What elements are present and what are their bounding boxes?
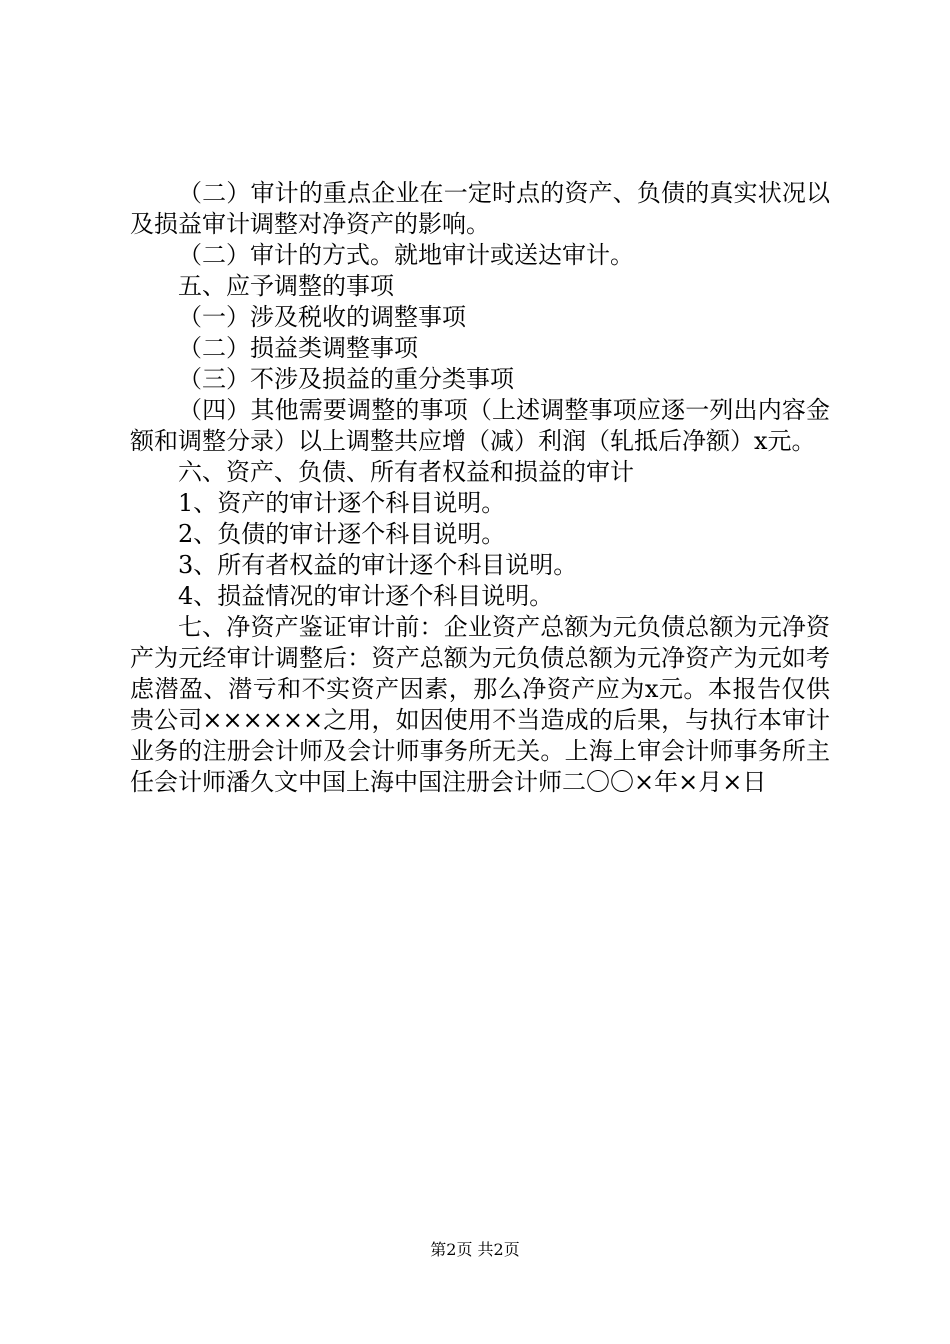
page-number-footer: 第2页 共2页 xyxy=(430,1240,520,1259)
paragraph-other-adjustments: （四）其他需要调整的事项（上述调整事项应逐一列出内容金额和调整分录）以上调整共应增（减）利润（轧抵后净额）x元。 xyxy=(130,396,830,455)
heading-section-5: 五、应予调整的事项 xyxy=(178,272,394,300)
paragraph-audit-focus: （二）审计的重点企业在一定时点的资产、负债的真实状况以及损益审计调整对净资产的影响。 xyxy=(130,179,830,238)
paragraph-pnl-adjustments: （二）损益类调整事项 xyxy=(178,334,418,362)
paragraph-audit-method: （二）审计的方式。就地审计或送达审计。 xyxy=(178,241,634,269)
document-body xyxy=(130,178,830,798)
paragraph-liabilities-audit: 2、负债的审计逐个科目说明。 xyxy=(178,520,506,548)
paragraph-net-assets-conclusion: 七、净资产鉴证审计前：企业资产总额为元负债总额为元净资产为元经审计调整后：资产总额为元负债总额为元净资产为元如考虑潜盈、潜亏和不实资产因素，那么净资产应为x元。本报告仅供贵公司××××××之用，如因使用不当造成的后果，与执行本审计业务的注册会计师及会计师事务所无关。上海上审会计师事务所主任会计师潘久文中国上海中国注册会计师二〇〇×年×月×日 xyxy=(130,613,830,796)
paragraph-tax-adjustments: （一）涉及税收的调整事项 xyxy=(178,303,466,331)
heading-section-6: 六、资产、负债、所有者权益和损益的审计 xyxy=(178,458,634,486)
paragraph-equity-audit: 3、所有者权益的审计逐个科目说明。 xyxy=(178,551,578,579)
paragraph-pnl-audit: 4、损益情况的审计逐个科目说明。 xyxy=(178,582,554,610)
paragraph-reclassifications: （三）不涉及损益的重分类事项 xyxy=(178,365,514,393)
paragraph-assets-audit: 1、资产的审计逐个科目说明。 xyxy=(178,489,506,517)
